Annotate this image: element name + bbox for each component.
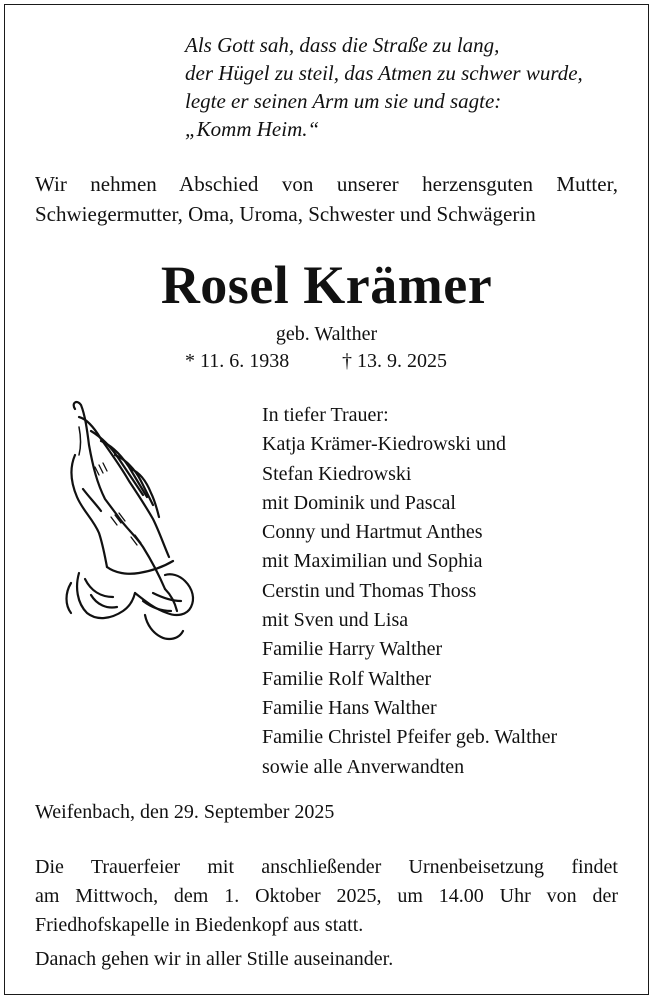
mourner-line: Conny und Hartmut Anthes — [262, 521, 483, 544]
mourner-line: Familie Rolf Walther — [262, 667, 432, 690]
death-date: † 13. 9. 2025 — [342, 350, 447, 372]
intro-line: Wir nehmen Abschied von unserer herzensguten Mutter, — [35, 172, 618, 196]
obituary-notice — [4, 4, 649, 995]
funeral-line: am Mittwoch, dem 1. Oktober 2025, um 14.00 Uhr von der — [35, 885, 618, 907]
place-and-date: Weifenbach, den 29. September 2025 — [35, 801, 335, 823]
poem-line: der Hügel zu steil, das Atmen zu schwer wurde, — [185, 61, 583, 85]
deceased-name: Rosel Krämer — [160, 255, 493, 315]
mourner-line: Stefan Kiedrowski — [262, 462, 412, 485]
closing-line: Danach gehen wir in aller Stille auseinander. — [35, 948, 394, 970]
mourner-line: mit Maximilian und Sophia — [262, 550, 483, 573]
mourners-heading: In tiefer Trauer: — [262, 404, 389, 426]
mourner-line: sowie alle Anverwandten — [262, 755, 465, 778]
poem-line: legte er seinen Arm um sie und sagte: — [185, 89, 502, 113]
intro-line: Schwiegermutter, Oma, Uroma, Schwester und Schwägerin — [35, 202, 536, 226]
funeral-line: Friedhofskapelle in Biedenkopf aus statt. — [35, 914, 364, 936]
poem-line: „Komm Heim.“ — [185, 117, 320, 141]
mourner-line: Familie Christel Pfeifer geb. Walther — [262, 726, 558, 749]
praying-hands-icon — [35, 397, 215, 647]
poem — [185, 31, 635, 143]
mourner-line: mit Dominik und Pascal — [262, 491, 456, 514]
funeral-line: Die Trauerfeier mit anschließender Urnenbeisetzung findet — [35, 856, 618, 878]
mourner-line: Katja Krämer-Kiedrowski und — [262, 433, 506, 456]
birth-name: geb. Walther — [275, 323, 378, 345]
mourner-line: Cerstin und Thomas Thoss — [262, 579, 477, 602]
life-dates — [185, 348, 485, 374]
mourner-line: Familie Hans Walther — [262, 696, 437, 719]
mourner-line: mit Sven und Lisa — [262, 609, 409, 632]
mourner-line: Familie Harry Walther — [262, 638, 443, 661]
farewell-intro — [35, 169, 618, 229]
funeral-notice — [35, 853, 618, 940]
birth-date: * 11. 6. 1938 — [185, 350, 290, 372]
poem-line: Als Gott sah, dass die Straße zu lang, — [185, 33, 500, 57]
mourners-list — [262, 401, 642, 782]
